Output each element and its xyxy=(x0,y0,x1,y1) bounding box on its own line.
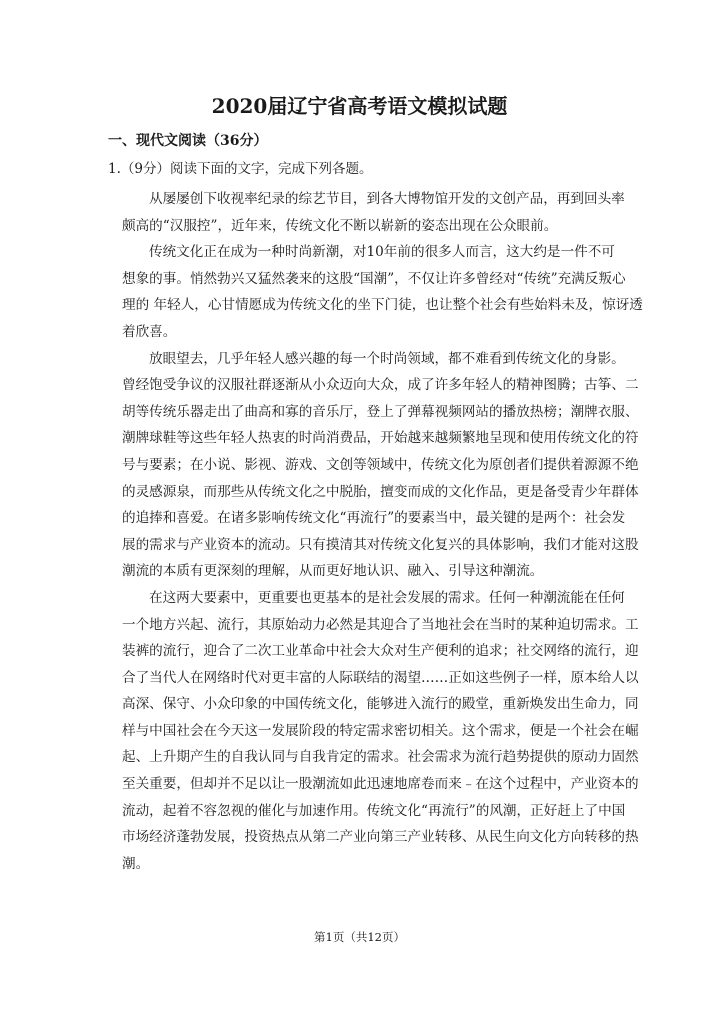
paragraph xyxy=(122,346,639,585)
text-line: 曾经饱受争议的汉服社群逐渐从小众迈向大众，成了许多年轻人的精神图腾；古筝、二 xyxy=(122,377,639,394)
text-line: 潮流的本质有更深刻的理解，从而更好地认识、融入、引导这种潮流。 xyxy=(122,563,544,580)
text-line: 胡等传统乐器走出了曲高和寡的音乐厅，登上了弹幕视频网站的播放热榜；潮牌衣服、 xyxy=(122,403,639,420)
text-line: 潮。 xyxy=(122,855,150,872)
text-line: 着欣喜。 xyxy=(122,323,177,340)
text-line: 的灵感源泉，而那些从传统文化之中脱胎，擅变而成的文化作品，更是备受青少年群体 xyxy=(122,483,639,500)
text-line: 高深、保守、小众印象的中国传统文化，能够进入流行的殿堂，重新焕发出生命力，同 xyxy=(122,696,639,713)
text-line: 号与要素；在小说、影视、游戏、文创等领域中，传统文化为原创者们提供着源源不绝 xyxy=(122,456,639,473)
paragraph xyxy=(122,186,625,239)
text-line: 颇高的“汉服控”，近年来，传统文化不断以崭新的姿态出现在公众眼前。 xyxy=(122,217,558,234)
section-heading: 一、现代文阅读（36分） xyxy=(108,133,268,149)
page-footer: 第1页（共12页） xyxy=(314,930,405,944)
text-line: 市场经济蓬勃发展，投资热点从第二产业向第三产业转移、从民生向文化方向转移的热 xyxy=(122,829,639,846)
text-line: 传统文化正在成为一种时尚新潮，对10年前的很多人而言，这大约是一件不可 xyxy=(149,244,615,261)
text-line: 展的需求与产业资本的流动。只有摸清其对传统文化复兴的具体影响，我们才能对这股 xyxy=(122,536,639,553)
text-line: 样与中国社会在今天这一发展阶段的特定需求密切相关。这个需求，便是一个社会在崛 xyxy=(122,722,639,739)
page-title: 2020届辽宁省高考语文模拟试题 xyxy=(211,94,508,118)
text-line: 一个地方兴起、流行，其原始动力必然是其迎合了当地社会在当时的某种迫切需求。工 xyxy=(122,616,639,633)
question-prompt: 1.（9分）阅读下面的文字，完成下列各题。 xyxy=(108,161,373,177)
text-line: 装裤的流行，迎合了二次工业革命中社会大众对生产便利的追求；社交网络的流行，迎 xyxy=(122,643,639,660)
paragraph xyxy=(122,239,643,345)
paragraph xyxy=(122,585,639,878)
text-line: 流动，起着不容忽视的催化与加速作用。传统文化“再流行”的风潮，正好赶上了中国 xyxy=(122,802,626,819)
text-line: 至关重要，但却并不足以让一股潮流如此迅速地席卷而来﹣在这个过程中，产业资本的 xyxy=(122,776,639,793)
passage-body xyxy=(122,186,643,877)
text-line: 放眼望去，几乎年轻人感兴趣的每一个时尚领域，都不难看到传统文化的身影。 xyxy=(149,350,625,367)
text-line: 合了当代人在网络时代对更丰富的人际联结的渴望……正如这些例子一样，原本给人以 xyxy=(122,669,639,686)
text-line: 想象的事。悄然勃兴又猛然袭来的这股“国潮”，不仅让许多曾经对“传统”充满反叛心 xyxy=(122,270,626,287)
text-line: 在这两大要素中，更重要也更基本的是社会发展的需求。任何一种潮流能在任何 xyxy=(149,589,625,606)
text-line: 潮牌球鞋等这些年轻人热衷的时尚消费品，开始越来越频繁地呈现和使用传统文化的符 xyxy=(122,430,639,447)
text-line: 理的 年轻人，心甘情愿成为传统文化的坐下门徒，也让整个社会有些始料未及，惊讶透 xyxy=(122,297,643,314)
text-line: 起、上升期产生的自我认同与自我肯定的需求。社会需求为流行趋势提供的原动力固然 xyxy=(122,749,639,766)
text-line: 的追捧和喜爱。在诸多影响传统文化“再流行”的要素当中，最关键的是两个：社会发 xyxy=(122,510,626,527)
text-line: 从屡屡创下收视率纪录的综艺节目，到各大博物馆开发的文创产品，再到回头率 xyxy=(149,191,625,207)
